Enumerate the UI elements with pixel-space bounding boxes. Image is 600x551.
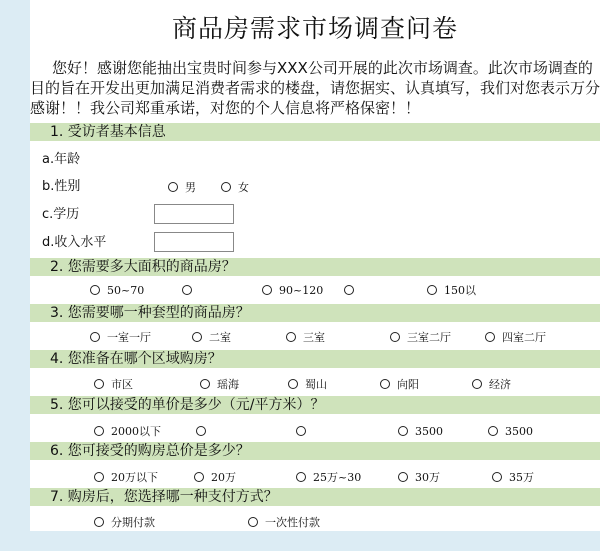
section-7-header [30, 488, 600, 506]
section-5-header [30, 396, 600, 414]
radio-circle-icon[interactable] [344, 285, 354, 295]
section-1-header [30, 123, 600, 141]
radio-circle-icon[interactable] [286, 332, 296, 342]
education-input[interactable] [154, 204, 234, 224]
radio-circle-icon[interactable] [296, 472, 306, 482]
option-label: 50~70 [107, 284, 145, 297]
option-label: 二室 [209, 331, 231, 344]
option-label: 瑶海 [217, 378, 239, 391]
option-label: 20万 [211, 471, 236, 484]
option-label: 市区 [111, 378, 133, 391]
intro-paragraph: 您好！感谢您能抽出宝贵时间参与XXX公司开展的此次市场调查。此次市场调查的目的旨在开发出更加满足消费者需求的楼盘，请您据实、认真填写，我们对您表示万分感谢！！我公司郑重承诺，对您的个人信息将严格保密！！ [30, 59, 600, 117]
page-title: 商品房需求市场调查问卷 [171, 14, 458, 43]
option-label: 20万以下 [111, 471, 158, 484]
radio-circle-icon[interactable] [485, 332, 495, 342]
option-label: 男 [185, 181, 196, 194]
option-label: 25万~30 [313, 471, 362, 484]
option-label: 30万 [415, 471, 440, 484]
option-label: 分期付款 [111, 516, 155, 529]
section-6-header [30, 442, 600, 460]
radio-circle-icon[interactable] [94, 472, 104, 482]
radio-circle-icon[interactable] [380, 379, 390, 389]
section-heading: 5. 您可以接受的单价是多少（元/平方米）？ [50, 397, 325, 413]
section-heading: 2. 您需要多大面积的商品房？ [50, 259, 236, 275]
option-label: 蜀山 [305, 378, 327, 391]
option-label: 一次性付款 [265, 516, 320, 529]
radio-circle-icon[interactable] [94, 517, 104, 527]
radio-circle-icon[interactable] [196, 426, 206, 436]
section-2-header [30, 258, 600, 276]
option-label: 女 [238, 181, 249, 194]
radio-circle-icon[interactable] [472, 379, 482, 389]
option-label: 3500 [505, 425, 533, 438]
option-label: 四室二厅 [502, 331, 546, 344]
radio-circle-icon[interactable] [398, 472, 408, 482]
age-label: a.年龄 [42, 152, 81, 167]
radio-circle-icon[interactable] [94, 426, 104, 436]
section-3-header [30, 304, 600, 322]
radio-circle-icon[interactable] [488, 426, 498, 436]
radio-circle-icon[interactable] [192, 332, 202, 342]
radio-circle-icon[interactable] [248, 517, 258, 527]
survey-page [30, 0, 600, 531]
radio-circle-icon[interactable] [90, 332, 100, 342]
radio-circle-icon[interactable] [398, 426, 408, 436]
section-heading: 7. 购房后，您选择哪一种支付方式？ [50, 489, 278, 505]
education-label: c.学历 [42, 207, 80, 222]
option-label: 三室二厅 [407, 331, 451, 344]
option-label: 2000以下 [111, 425, 161, 438]
radio-circle-icon[interactable] [221, 182, 231, 192]
option-label: 向阳 [397, 378, 419, 391]
section-4-header [30, 350, 600, 368]
radio-circle-icon[interactable] [182, 285, 192, 295]
radio-circle-icon[interactable] [288, 379, 298, 389]
income-input[interactable] [154, 232, 234, 252]
section-heading: 6. 您可接受的购房总价是多少？ [50, 443, 250, 459]
section-heading: 3. 您需要哪一种套型的商品房？ [50, 305, 250, 321]
radio-circle-icon[interactable] [90, 285, 100, 295]
section-heading: 1. 受访者基本信息 [50, 124, 166, 140]
radio-circle-icon[interactable] [194, 472, 204, 482]
section-heading: 4. 您准备在哪个区域购房？ [50, 351, 222, 367]
income-label: d.收入水平 [42, 235, 107, 250]
option-label: 3500 [415, 425, 443, 438]
radio-circle-icon[interactable] [427, 285, 437, 295]
radio-circle-icon[interactable] [94, 379, 104, 389]
gender-label: b.性别 [42, 179, 81, 194]
radio-circle-icon[interactable] [492, 472, 502, 482]
radio-circle-icon[interactable] [390, 332, 400, 342]
option-label: 三室 [303, 331, 325, 344]
option-label: 35万 [509, 471, 534, 484]
radio-circle-icon[interactable] [262, 285, 272, 295]
option-label: 一室一厅 [107, 331, 151, 344]
radio-circle-icon[interactable] [200, 379, 210, 389]
radio-circle-icon[interactable] [168, 182, 178, 192]
option-label: 90~120 [279, 284, 324, 297]
option-label: 150以 [444, 284, 476, 297]
option-label: 经济 [489, 378, 511, 391]
radio-circle-icon[interactable] [296, 426, 306, 436]
